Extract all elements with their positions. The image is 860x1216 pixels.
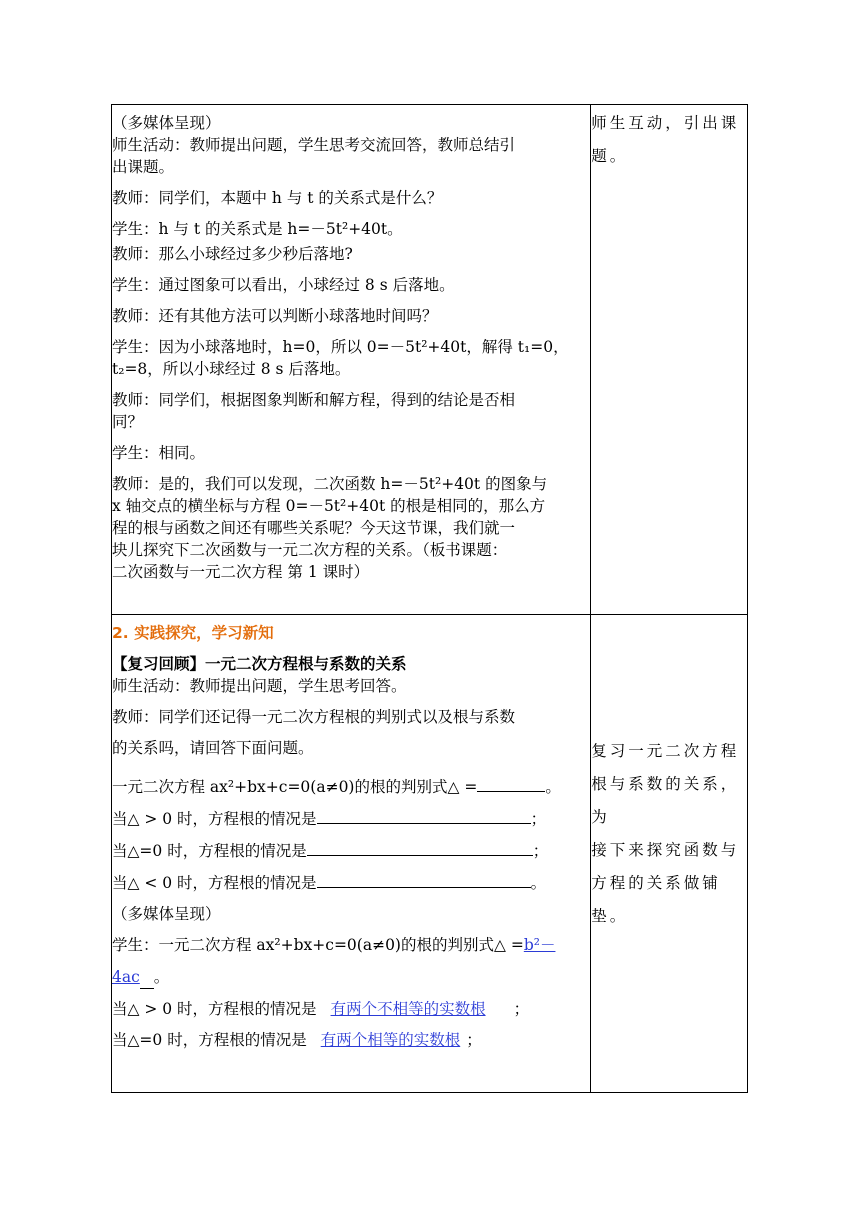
question-text: 当△ > 0 时，方程根的情况是 — [112, 810, 317, 828]
side-note-line: 接下来探究函数与 — [591, 840, 740, 859]
text-line: 教师：同学们，根据图象判断和解方程，得到的结论是否相 — [112, 391, 516, 409]
note-cell — [591, 105, 748, 615]
text-line: 师生活动：教师提出问题，学生思考交流回答，教师总结引 — [112, 136, 516, 154]
answer-blank — [477, 775, 545, 792]
punct: 。 — [153, 968, 170, 986]
text-line: 师生活动：教师提出问题，学生思考回答。 — [112, 677, 407, 695]
punct: ； — [513, 1000, 530, 1018]
text-line: 块儿探究下二次函数与一元二次方程的关系。（板书课题： — [112, 541, 508, 559]
text-line: 出课题。 — [112, 158, 175, 176]
content-cell — [112, 105, 591, 615]
answer-text: 学生：一元二次方程 ax²+bx+c=0(a≠0)的根的判别式△ = — [112, 936, 524, 954]
answer-blank — [307, 839, 533, 856]
punct: ； — [466, 1031, 482, 1049]
text-line: 教师：是的，我们可以发现，二次函数 h=－5t²+40t 的图象与 — [112, 475, 548, 493]
text-line: 教师：同学们还记得一元二次方程根的判别式以及根与系数 — [112, 708, 516, 726]
question-text: 当△ < 0 时，方程根的情况是 — [112, 874, 317, 892]
side-note-line: 师生互动，引出课 — [591, 114, 740, 132]
table-row — [112, 615, 748, 1093]
punct: 。 — [530, 874, 547, 892]
text-line: 教师：那么小球经过多少秒后落地? — [112, 245, 353, 263]
text-line: 学生：因为小球落地时，h=0，所以 0=－5t²+40t，解得 t₁=0， — [112, 338, 569, 356]
text-line: （多媒体呈现） — [112, 114, 221, 132]
answer-line — [112, 998, 590, 1020]
punct: 。 — [545, 778, 561, 796]
answer-line — [112, 966, 590, 989]
answer-text: 当△ > 0 时，方程根的情况是 — [112, 1000, 317, 1018]
text-line: 学生：通过图象可以看出，小球经过 8 s 后落地。 — [112, 276, 455, 294]
answer-underline — [140, 966, 154, 989]
content-cell — [112, 615, 591, 1093]
answer-line — [112, 1029, 590, 1051]
answer-value: 4ac — [112, 968, 140, 986]
question-line — [112, 839, 590, 862]
answer-value: 有两个相等的实数根 — [320, 1031, 461, 1049]
answer-blank — [317, 871, 531, 888]
sub-title: 【复习回顾】一元二次方程根与系数的关系 — [112, 655, 407, 673]
text-line: t₂=8，所以小球经过 8 s 后落地。 — [112, 360, 351, 378]
side-note-line: 复习一元二次方程 — [591, 741, 740, 760]
lesson-table — [111, 104, 748, 1093]
text-line: x 轴交点的横坐标与方程 0=－5t²+40t 的根是相同的，那么方 — [112, 497, 546, 515]
note-cell — [591, 615, 748, 1093]
side-note-line: 根与系数的关系，为 — [591, 774, 740, 826]
question-text: 一元二次方程 ax²+bx+c=0(a≠0)的根的判别式△ = — [112, 778, 478, 796]
question-text: 当△=0 时，方程根的情况是 — [112, 842, 307, 860]
side-note-line: 题。 — [591, 147, 629, 165]
section-title: 2. 实践探究，学习新知 — [112, 624, 274, 642]
answer-line — [112, 934, 590, 956]
answer-value: 有两个不相等的实数根 — [330, 1000, 486, 1018]
text-line: 的关系吗，请回答下面问题。 — [112, 739, 314, 757]
text-line: 同？ — [112, 413, 144, 431]
text-line: 二次函数与一元二次方程 第 1 课时） — [112, 563, 370, 581]
text-line: 学生：h 与 t 的关系式是 h=－5t²+40t。 — [112, 220, 403, 238]
answer-value: b²－ — [523, 936, 556, 954]
side-note-line: 方程的关系做铺垫。 — [591, 873, 721, 925]
text-line: 程的根与函数之间还有哪些关系呢？今天这节课，我们就一 — [112, 519, 516, 537]
question-line — [112, 807, 590, 830]
table-row — [112, 105, 748, 615]
answer-text: 当△=0 时，方程根的情况是 — [112, 1031, 307, 1049]
text-line: 学生：相同。 — [112, 444, 206, 462]
punct: ； — [530, 810, 547, 828]
question-line — [112, 775, 590, 798]
text-line: 教师：同学们，本题中 h 与 t 的关系式是什么？ — [112, 189, 443, 207]
answer-blank — [317, 807, 531, 824]
text-line: （多媒体呈现） — [112, 905, 221, 923]
punct: ； — [532, 842, 549, 860]
text-line: 教师：还有其他方法可以判断小球落地时间吗？ — [112, 307, 438, 325]
question-line — [112, 871, 590, 894]
